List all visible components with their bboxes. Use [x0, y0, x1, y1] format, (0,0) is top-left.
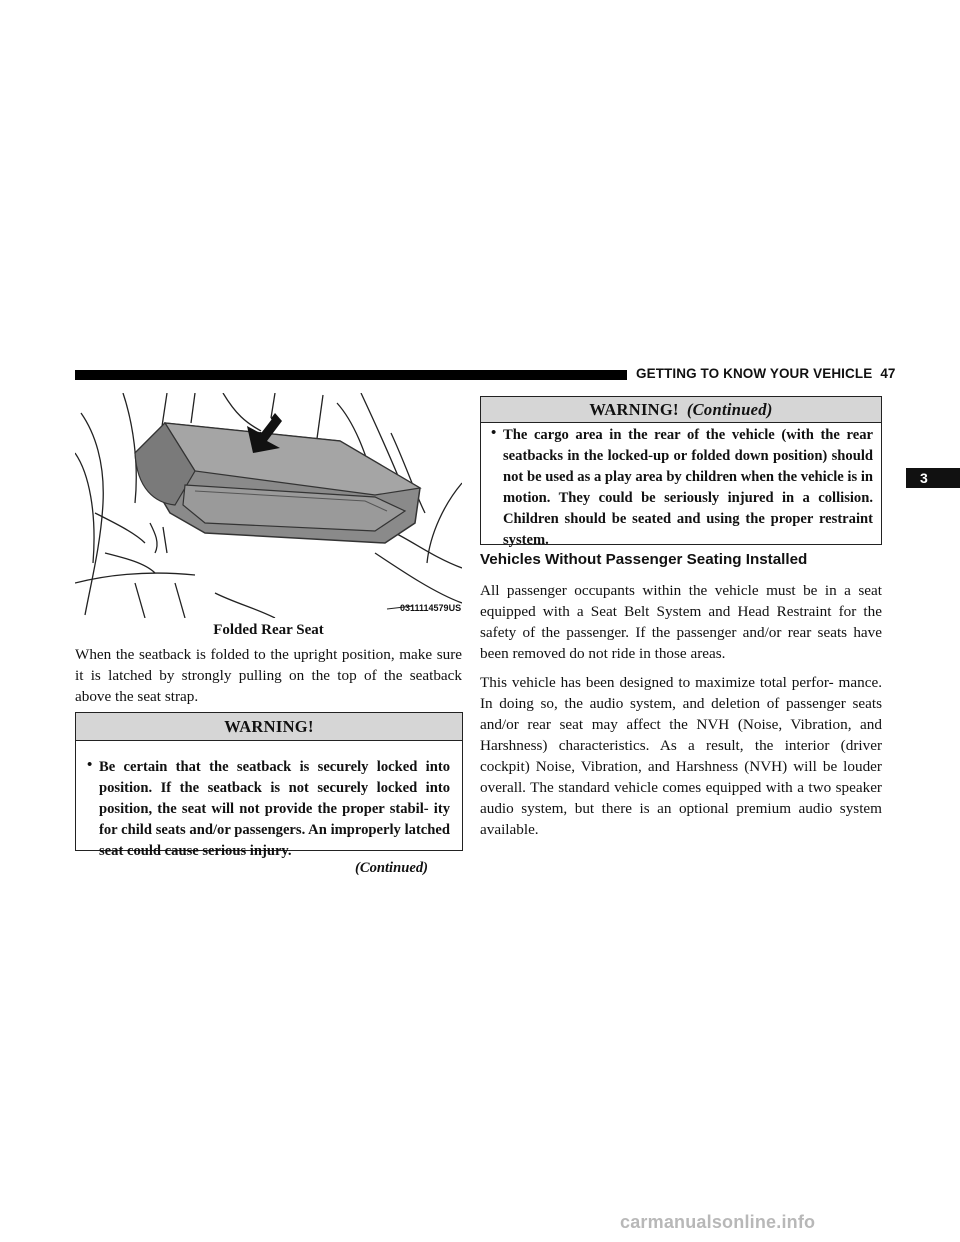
- seat-illustration: [75, 393, 462, 618]
- warning-text-left: Be certain that the seatback is securely locked into position. If the seatback is not securely locked into position, the seat will not provide the proper stabil- ity for child seats and/or passengers. An improperly latched seat could cause serious injury.: [99, 759, 450, 859]
- header-rule: [75, 370, 627, 380]
- left-paragraph: When the seatback is folded to the upright position, make sure it is latched by strongly pulling on the top of the seatback above the seat strap.: [75, 646, 462, 705]
- page-number: 47: [880, 366, 896, 381]
- right-paragraph-1: All passenger occupants within the vehicle must be in a seat equipped with a Seat Belt System and Head Restraint for the safety of the passenger. If the passenger and/or rear seats have been removed do not ride in those areas.: [480, 582, 882, 662]
- warning-text-right: The cargo area in the rear of the vehicle (with the rear seatbacks in the locked-up or folded down position) should not be used as a play area by children when the vehicle is in motion. They could be seriously injured in a collision. Children should be seated and using the proper restraint system.: [503, 427, 873, 548]
- chapter-tab: 3: [906, 468, 960, 488]
- figure-caption: Folded Rear Seat: [213, 622, 324, 638]
- bullet-icon: •: [491, 425, 497, 441]
- section-heading: Vehicles Without Passenger Seating Installed: [480, 551, 808, 568]
- watermark: carmanualsonline.info: [620, 1212, 816, 1232]
- figure-code: 0311114579US: [400, 603, 462, 613]
- warning-box-left: [75, 712, 463, 859]
- right-paragraph-2: This vehicle has been designed to maximize total perfor- mance. In doing so, the audio system, and deletion of passenger seats and/or rear seat may affect the NVH (Noise, Vibration, and Harshness) characteristics. As a result, the interior (driver cockpit) Noise, Vibration, and Harshness (NVH) will be louder overall. The standard vehicle comes equipped with a two speaker audio system, but there is an optional premium audio system available.: [480, 674, 882, 838]
- bullet-icon: •: [87, 757, 93, 773]
- warning-title-text: WARNING!: [589, 400, 679, 419]
- folded-rear-seat-figure: [75, 393, 462, 618]
- warning-box-right: [480, 396, 882, 548]
- continued-label: (Continued): [355, 860, 428, 876]
- warning-continued-text: (Continued): [686, 400, 773, 419]
- header-section-title: GETTING TO KNOW YOUR VEHICLE: [636, 366, 873, 381]
- warning-title-continued: [481, 397, 881, 423]
- warning-title: WARNING!: [76, 713, 462, 741]
- running-header: [636, 366, 896, 381]
